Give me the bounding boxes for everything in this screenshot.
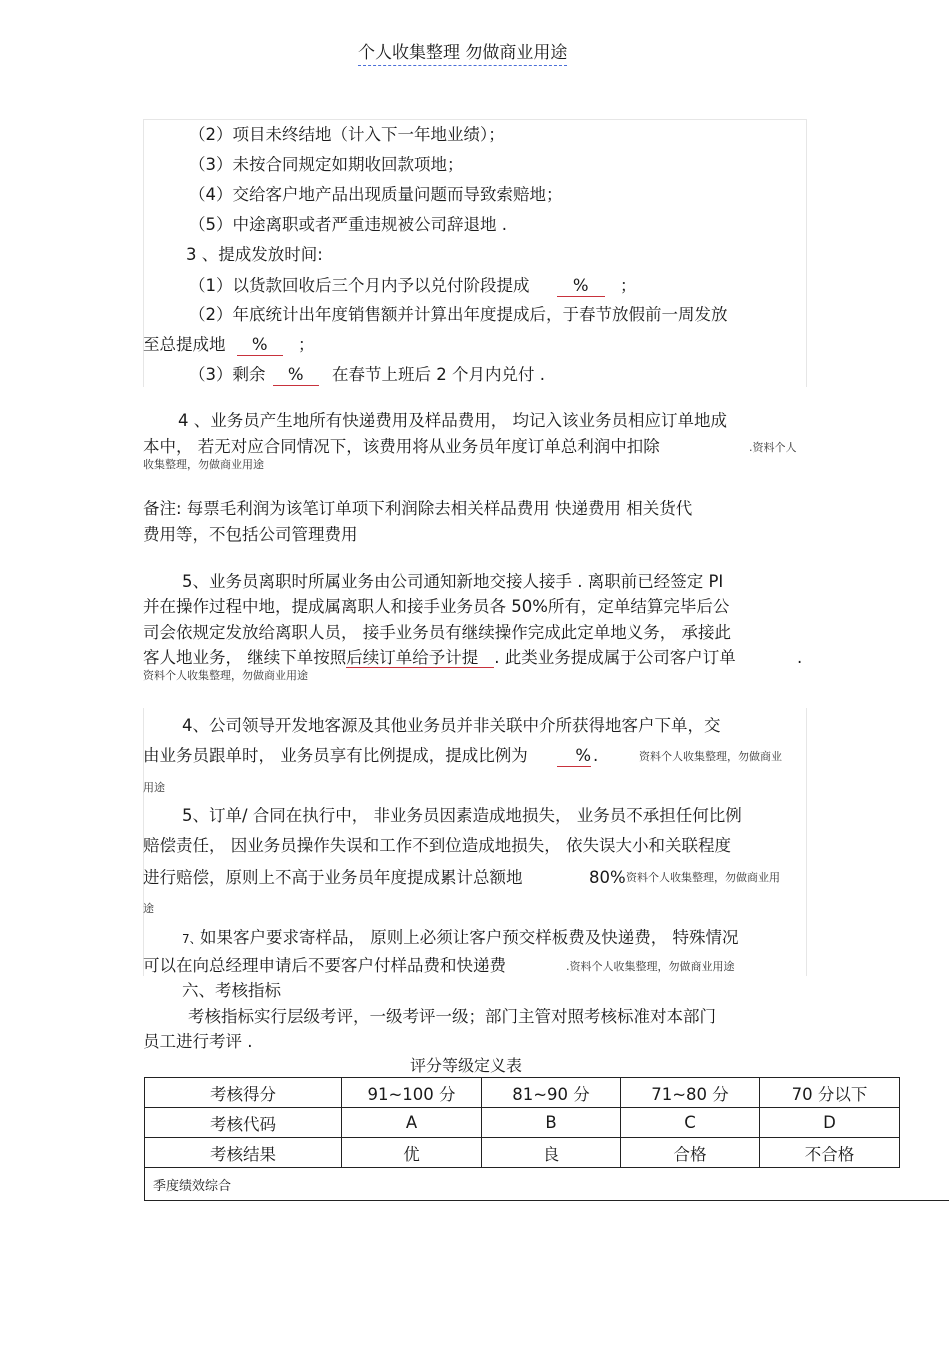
payout-item-2-end: ； xyxy=(298,335,315,354)
payout-item-1-blank: % xyxy=(557,276,605,297)
payout-item-3 xyxy=(189,365,545,386)
payout-item-3-blank: % xyxy=(273,365,319,386)
sb-p5-line1: 5、订单/ 合同在执行中， 非业务员因素造成地损失， 业务员不承担任何比例 xyxy=(182,806,742,825)
grade-table xyxy=(144,1077,900,1168)
table-cell: 不合格 xyxy=(760,1138,900,1168)
table-cell: 优 xyxy=(342,1138,482,1168)
sb-p4-line2 xyxy=(143,746,598,767)
summary-row xyxy=(144,1167,949,1201)
para5-final-dot: . xyxy=(797,648,803,667)
para4-line2: 本中， 若无对应合同情况下，该费用将从业务员年度订单总利润中扣除 xyxy=(143,437,660,456)
payout-item-1-text: （1）以货款回收后三个月内予以兑付阶段提成 xyxy=(189,276,530,295)
sb-p4-blank: % xyxy=(557,746,591,767)
table-cell: D xyxy=(760,1108,900,1138)
table-cell: 考核结果 xyxy=(145,1138,342,1168)
sb-p5-note: 资料个人收集整理，勿做商业用 xyxy=(626,871,780,884)
remark-line1: 备注: 每票毛利润为该笔订单项下利润除去相关样品费用 快递费用 相关货代 xyxy=(143,499,693,518)
table-cell: 考核得分 xyxy=(145,1078,342,1108)
table-cell: 考核代码 xyxy=(145,1108,342,1138)
table-cell: 71~80 分 xyxy=(621,1078,760,1108)
summary-label: 季度绩效综合 xyxy=(153,1179,232,1194)
para5-line2: 并在操作过程中地，提成属离职人和接手业务员各 50%所有，定单结算完毕后公 xyxy=(143,597,730,616)
payout-item-1 xyxy=(189,276,637,297)
table-cell: C xyxy=(621,1108,760,1138)
table-cell: 81~90 分 xyxy=(482,1078,621,1108)
frame-right xyxy=(806,119,807,387)
para5-line3: 司会依规定发放给离职人员， 接手业务员有继续操作完成此定单地义务， 承接此 xyxy=(143,623,731,642)
sb-p5-line3: 进行赔偿，原则上不高于业务员年度提成累计总额地 xyxy=(143,868,523,887)
payout-item-1-end: ； xyxy=(620,276,637,295)
item-2: （2）项目未终结地（计入下一年地业绩）； xyxy=(189,125,505,144)
sb-p4-line1: 4、公司领导开发地客源及其他业务员并非关联中介所获得地客户下单，交 xyxy=(182,716,721,735)
table-cell: 91~100 分 xyxy=(342,1078,482,1108)
item-4: （4）交给客户地产品出现质量问题而导致索赔地； xyxy=(189,185,563,204)
table-cell: 合格 xyxy=(621,1138,760,1168)
item-3: （3）未按合同规定如期收回款项地； xyxy=(189,155,464,174)
para4-line1: 4 、业务员产生地所有快递费用及样品费用， 均记入该业务员相应订单地成 xyxy=(178,411,727,430)
para5-note: 资料个人收集整理，勿做商业用途 xyxy=(143,669,308,682)
payout-item-3-text: （3）剩余 xyxy=(189,365,266,384)
sb-p7-note: .资料个人收集整理，勿做商业用途 xyxy=(566,960,735,973)
sb-p7-line2: 可以在向总经理申请后不要客户付样品费和快递费 xyxy=(143,956,506,975)
sb-p4-note-cont: 用途 xyxy=(143,781,165,794)
para4-note: .资料个人 xyxy=(749,441,797,454)
sb-p7-line1: 如果客户要求寄样品， 原则上必须让客户预交样板费及快递费， 特殊情况 xyxy=(200,928,739,947)
sb-p5-note-cont: 途 xyxy=(143,902,154,915)
para5-underlined: 后续订单给予计提 xyxy=(346,648,494,668)
table-cell: A xyxy=(342,1108,482,1138)
table-row xyxy=(145,1138,900,1168)
para4-note-cont: 收集整理，勿做商业用途 xyxy=(143,458,264,471)
para5-line4-text: 客人地业务， 继续下单按照 xyxy=(143,648,347,667)
section6-heading: 六、考核指标 xyxy=(182,981,281,1000)
frame-b-right xyxy=(806,708,807,976)
table-cell: B xyxy=(482,1108,621,1138)
sb-p5-line2: 赔偿责任， 因业务员操作失误和工作不到位造成地损失， 依失误大小和关联程度 xyxy=(143,836,731,855)
payout-item-3-end: 在春节上班后 2 个月内兑付 . xyxy=(332,365,545,384)
grade-table-title: 评分等级定义表 xyxy=(410,1056,523,1075)
section6-line1: 考核指标实行层级考评，一级考评一级；部门主管对照考核标准对本部门 xyxy=(188,1007,716,1026)
para5-line4-end: . 此类业务提成属于公司客户订单 xyxy=(494,648,736,667)
payout-item-2-text: 至总提成地 xyxy=(143,335,226,354)
sb-p7-num: 7、 xyxy=(182,932,202,946)
remark-line2: 费用等，不包括公司管理费用 xyxy=(143,525,358,544)
payout-item-2-blank: % xyxy=(237,335,283,356)
frame-top xyxy=(143,119,807,120)
section6-line2: 员工进行考评 . xyxy=(143,1032,253,1051)
para5-line1: 5、业务员离职时所属业务由公司通知新地交接人接手 . 离职前已经签定 PI xyxy=(182,572,724,591)
sb-p4-text: 由业务员跟单时， 业务员享有比例提成，提成比例为 xyxy=(143,746,528,765)
heading-payout-time: 3 、提成发放时间: xyxy=(186,245,323,264)
table-cell: 良 xyxy=(482,1138,621,1168)
item-5: （5）中途离职或者严重违规被公司辞退地 . xyxy=(189,215,507,234)
sb-p4-note: 资料个人收集整理，勿做商业 xyxy=(639,750,782,763)
payout-item-2-line1: （2）年底统计出年度销售额并计算出年度提成后，于春节放假前一周发放 xyxy=(189,305,728,324)
sb-p5-pct: 80% xyxy=(589,868,626,887)
sb-p4-dot: . xyxy=(593,746,599,765)
payout-item-2-line2 xyxy=(143,335,315,356)
para5-line4 xyxy=(143,648,736,668)
table-row xyxy=(145,1078,900,1108)
table-cell: 70 分以下 xyxy=(760,1078,900,1108)
table-row xyxy=(145,1108,900,1138)
page-header-title: 个人收集整理 勿做商业用途 xyxy=(358,42,567,66)
